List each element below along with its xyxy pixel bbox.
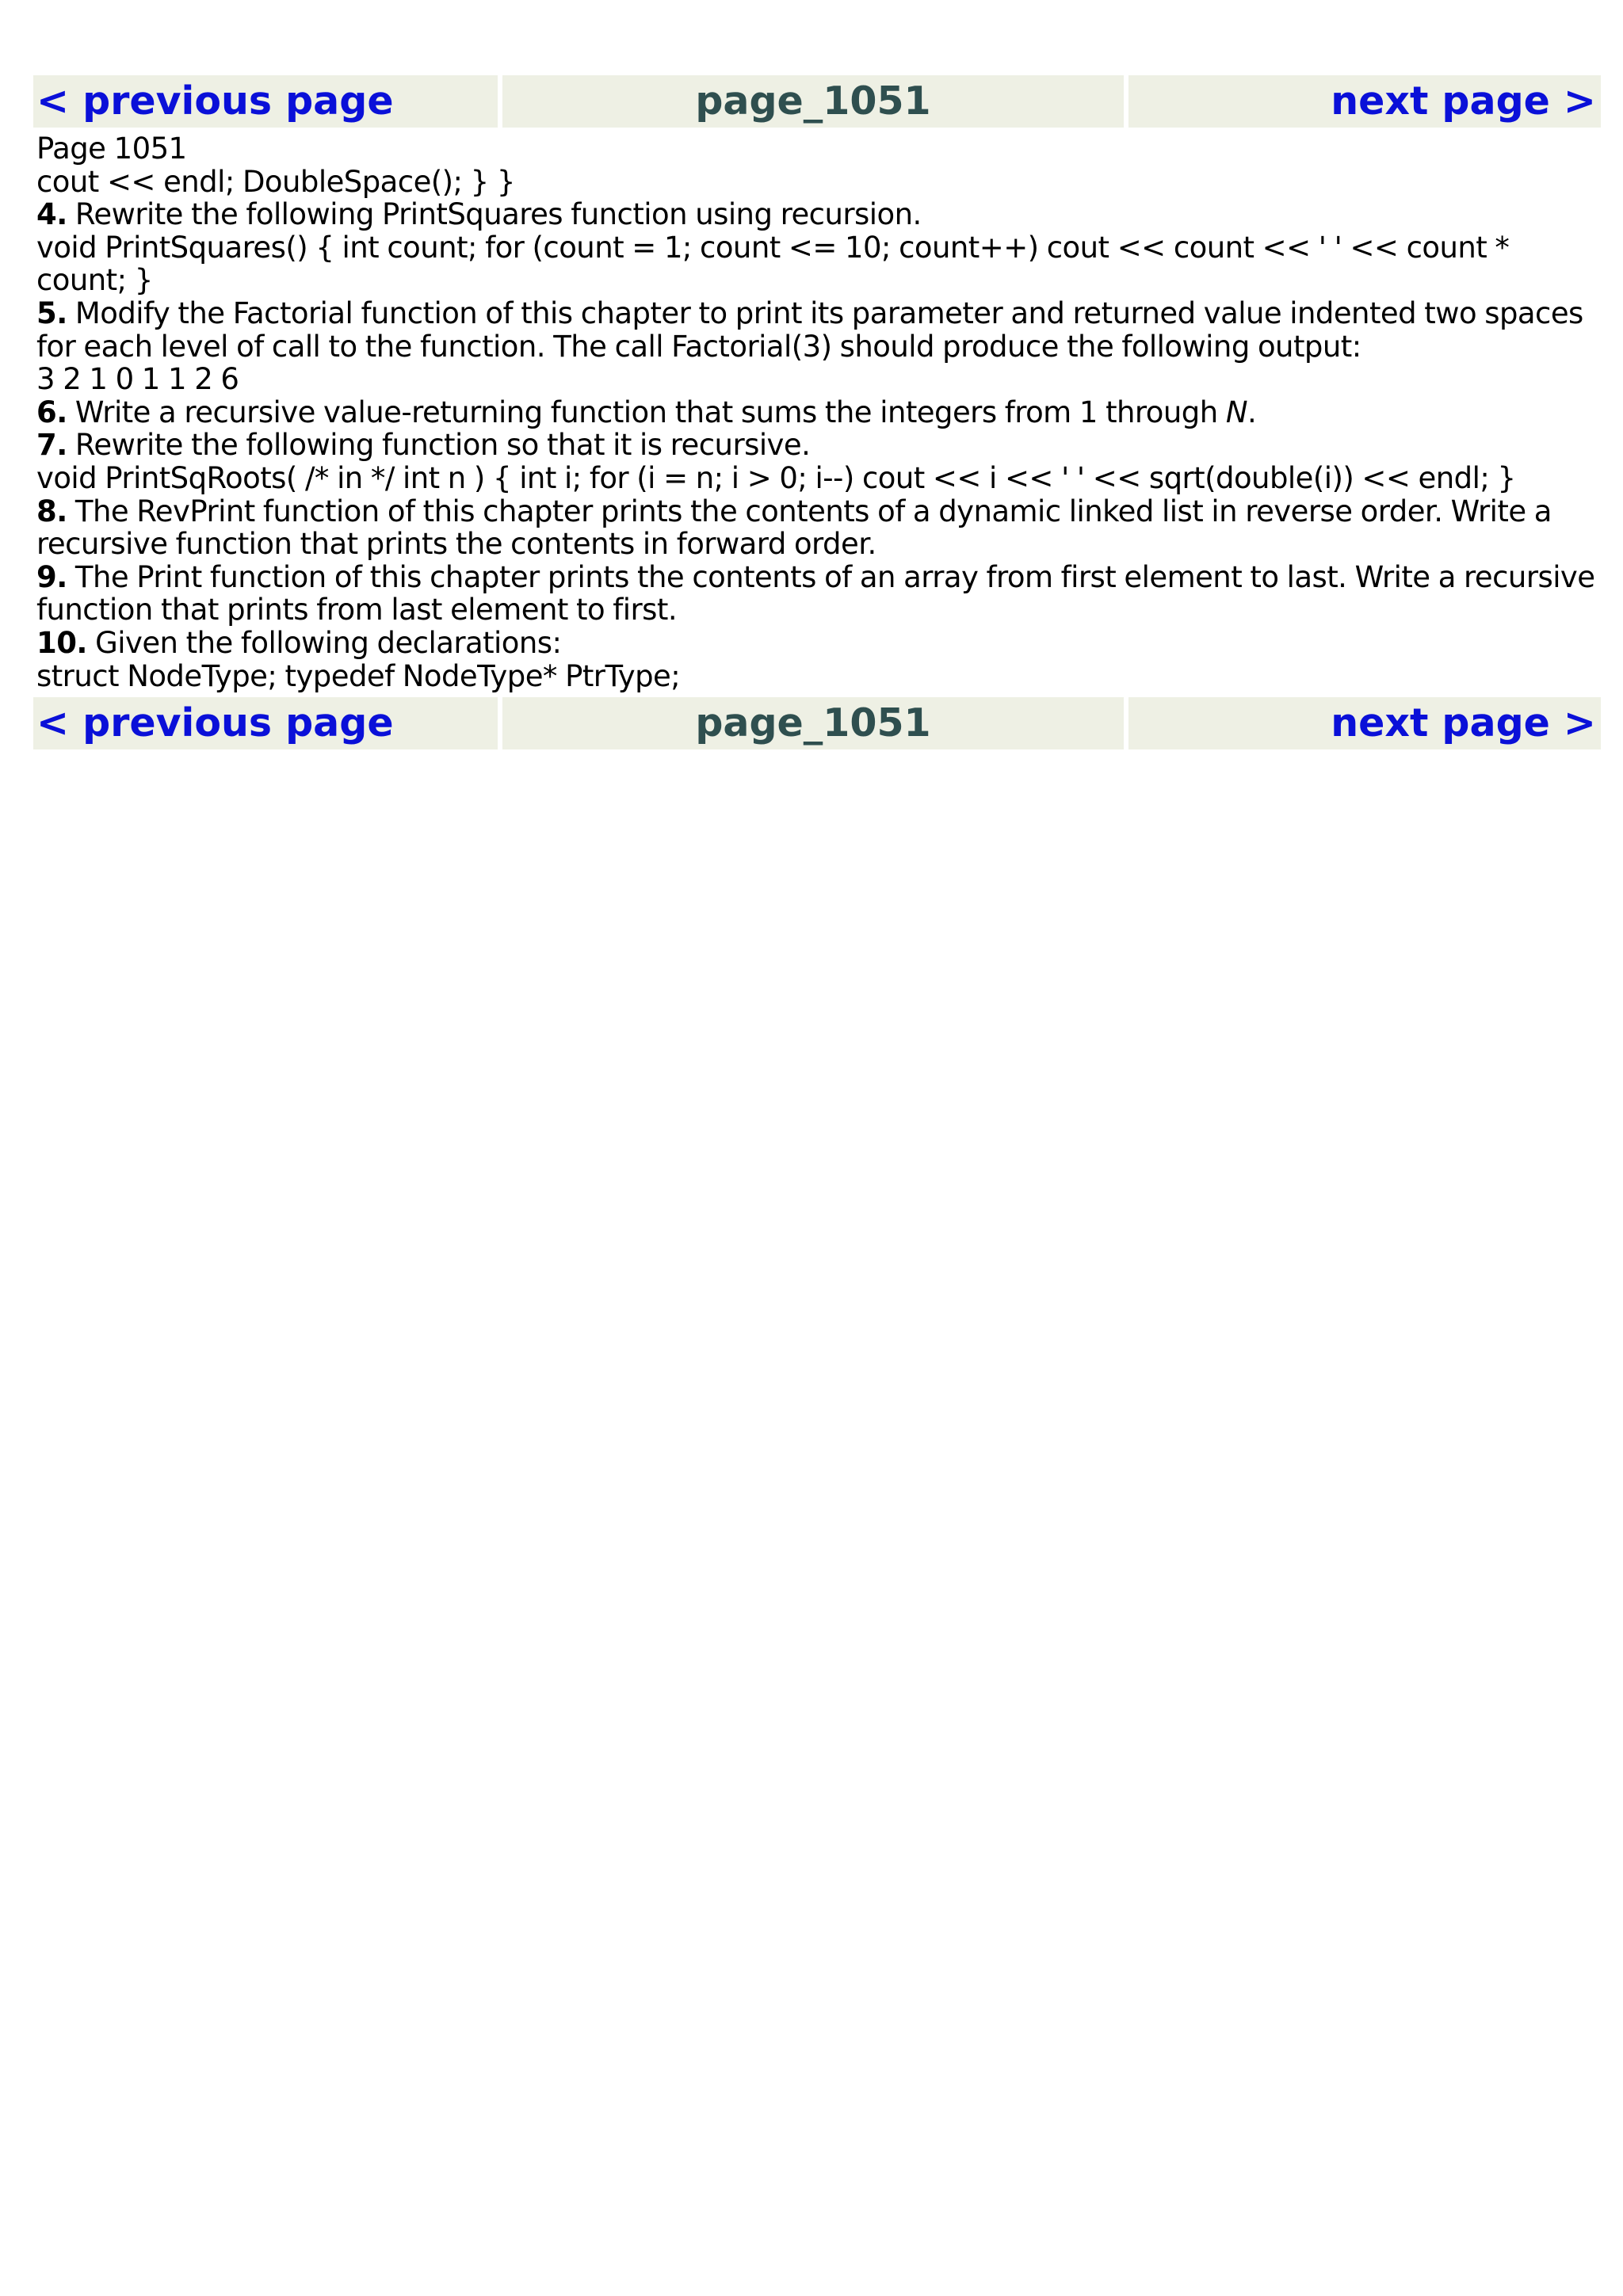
exercise-9 — [36, 561, 1601, 627]
exercise-5-output: 3 2 1 0 1 1 2 6 — [36, 362, 239, 397]
exercise-8-number: 8. — [36, 494, 67, 528]
code-print-squares: void PrintSquares() { int count; for (count = 1; count <= 10; count++) cout << count << ' ' << count * count; } — [36, 230, 1510, 298]
exercise-10-number: 10. — [36, 625, 87, 660]
exercise-10-text: Given the following declarations: — [86, 625, 562, 660]
exercise-5-text: Modify the Factorial function of this chapter to print its parameter and returned value indented two spaces for each level of call to the function. The call Factorial(3) should produce the following output: — [36, 296, 1583, 364]
exercise-4 — [36, 198, 1601, 231]
page-number-label: Page 1051 — [36, 132, 187, 166]
next-page-link-bottom[interactable]: next page > — [1128, 697, 1601, 749]
page-id-label: page_1051 — [502, 75, 1124, 128]
exercise-5-number: 5. — [36, 296, 67, 330]
exercise-4-text: Rewrite the following PrintSquares function using recursion. — [67, 197, 922, 232]
code-print-sqroots: void PrintSqRoots( /* in */ int n ) { int i; for (i = n; i > 0; i--) cout << i << ' ' << sqrt(double(i)) << endl; } — [36, 460, 1516, 495]
exercise-9-number: 9. — [36, 559, 67, 594]
exercise-6 — [36, 396, 1601, 429]
exercise-6-text: Write a recursive value-returning function that sums the integers from 1 through — [67, 395, 1226, 429]
previous-page-link[interactable]: < previous page — [33, 75, 498, 128]
exercise-7 — [36, 429, 1601, 462]
page-id-label-bottom: page_1051 — [502, 697, 1124, 749]
exercise-8 — [36, 495, 1601, 561]
page-container — [33, 75, 1601, 749]
exercise-4-number: 4. — [36, 197, 67, 232]
exercise-10 — [36, 627, 1601, 660]
exercise-8-text: The RevPrint function of this chapter prints the contents of a dynamic linked list in reverse order. Write a recursive function that prints the contents in forward order. — [36, 494, 1552, 562]
exercise-5 — [36, 297, 1601, 363]
exercise-6-variable: N — [1225, 395, 1247, 429]
page-content — [33, 128, 1601, 697]
exercise-6-number: 6. — [36, 395, 67, 429]
exercise-6-period: . — [1247, 395, 1257, 429]
exercise-9-text: The Print function of this chapter prints the contents of an array from first element to last. Write a recursive function that prints from last element to first. — [36, 559, 1595, 627]
exercise-7-number: 7. — [36, 428, 67, 463]
bottom-nav-bar — [33, 697, 1601, 749]
next-page-link[interactable]: next page > — [1128, 75, 1601, 128]
code-cout-endl: cout << endl; DoubleSpace(); } } — [36, 164, 515, 199]
code-struct-declaration: struct NodeType; typedef NodeType* PtrType; — [36, 658, 681, 693]
exercise-7-text: Rewrite the following function so that it is recursive. — [67, 428, 811, 463]
top-nav-bar — [33, 75, 1601, 128]
previous-page-link-bottom[interactable]: < previous page — [33, 697, 498, 749]
